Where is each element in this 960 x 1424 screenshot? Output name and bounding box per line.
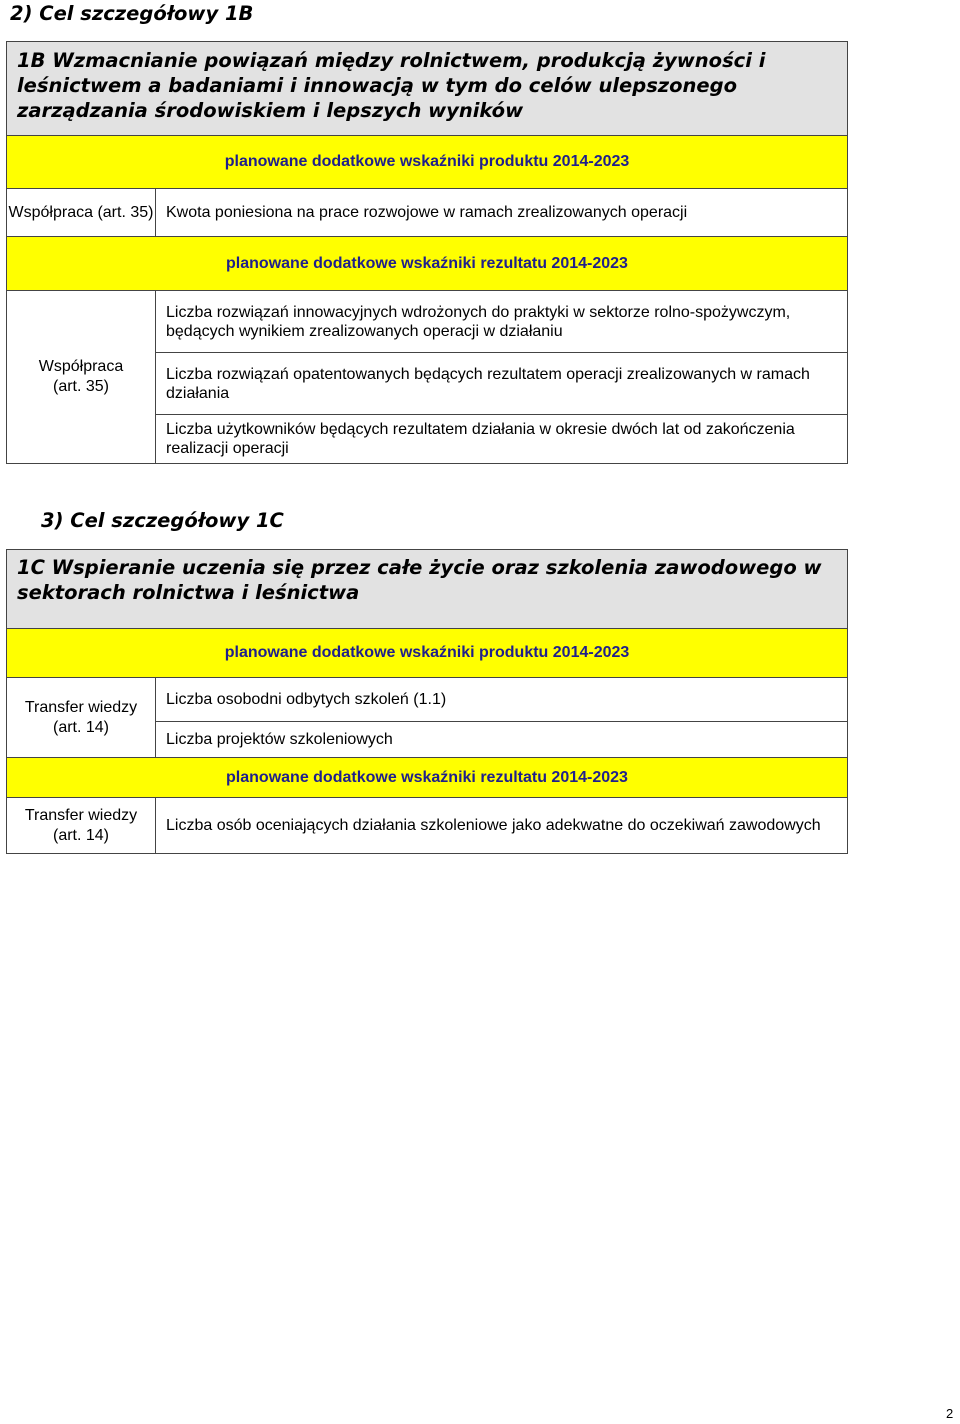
result-indicators-header-1c: planowane dodatkowe wskaźniki rezultatu 2014-2023 xyxy=(7,758,848,798)
indicator-item: Liczba projektów szkoleniowych xyxy=(156,722,848,758)
measure-label-1b-output: Współpraca (art. 35) xyxy=(7,189,156,237)
output-indicators-header-1c: planowane dodatkowe wskaźniki produktu 2014-2023 xyxy=(7,629,848,678)
indicator-item: Kwota poniesiona na prace rozwojowe w ramach zrealizowanych operacji xyxy=(156,189,848,237)
measure-label-1b-result: Współpraca (art. 35) xyxy=(7,291,156,464)
page-number: 2 xyxy=(946,1406,954,1421)
result-indicators-header-1b: planowane dodatkowe wskaźniki rezultatu 2014-2023 xyxy=(7,237,848,291)
measure-label-1c-result: Transfer wiedzy (art. 14) xyxy=(7,798,156,854)
indicator-item: Liczba osób oceniających działania szkoleniowe jako adekwatne do oczekiwań zawodowych xyxy=(156,798,848,854)
section-title-1c: 3) Cel szczegółowy 1C xyxy=(41,509,284,532)
indicators-table-1b xyxy=(6,41,848,464)
indicator-item: Liczba użytkowników będących rezultatem działania w okresie dwóch lat od zakończenia realizacji operacji xyxy=(156,415,848,464)
indicator-item: Liczba osobodni odbytych szkoleń (1.1) xyxy=(156,678,848,722)
indicator-item: Liczba rozwiązań opatentowanych będących rezultatem operacji zrealizowanych w ramach działania xyxy=(156,353,848,415)
indicator-item: Liczba rozwiązań innowacyjnych wdrożonych do praktyki w sektorze rolno-spożywczym, będących wynikiem zrealizowanych operacji w działaniu xyxy=(156,291,848,353)
objective-heading-1b: 1B Wzmacnianie powiązań między rolnictwem, produkcją żywności i leśnictwem a badaniami i innowacją w tym do celów ulepszonego zarządzania środowiskiem i lepszych wyników xyxy=(7,42,848,136)
section-title-1b: 2) Cel szczegółowy 1B xyxy=(10,2,254,25)
indicators-table-1c xyxy=(6,549,848,854)
measure-label-1c-output: Transfer wiedzy (art. 14) xyxy=(7,678,156,758)
objective-heading-1c: 1C Wspieranie uczenia się przez całe życie oraz szkolenia zawodowego w sektorach rolnictwa i leśnictwa xyxy=(7,550,848,629)
output-indicators-header-1b: planowane dodatkowe wskaźniki produktu 2014-2023 xyxy=(7,136,848,189)
